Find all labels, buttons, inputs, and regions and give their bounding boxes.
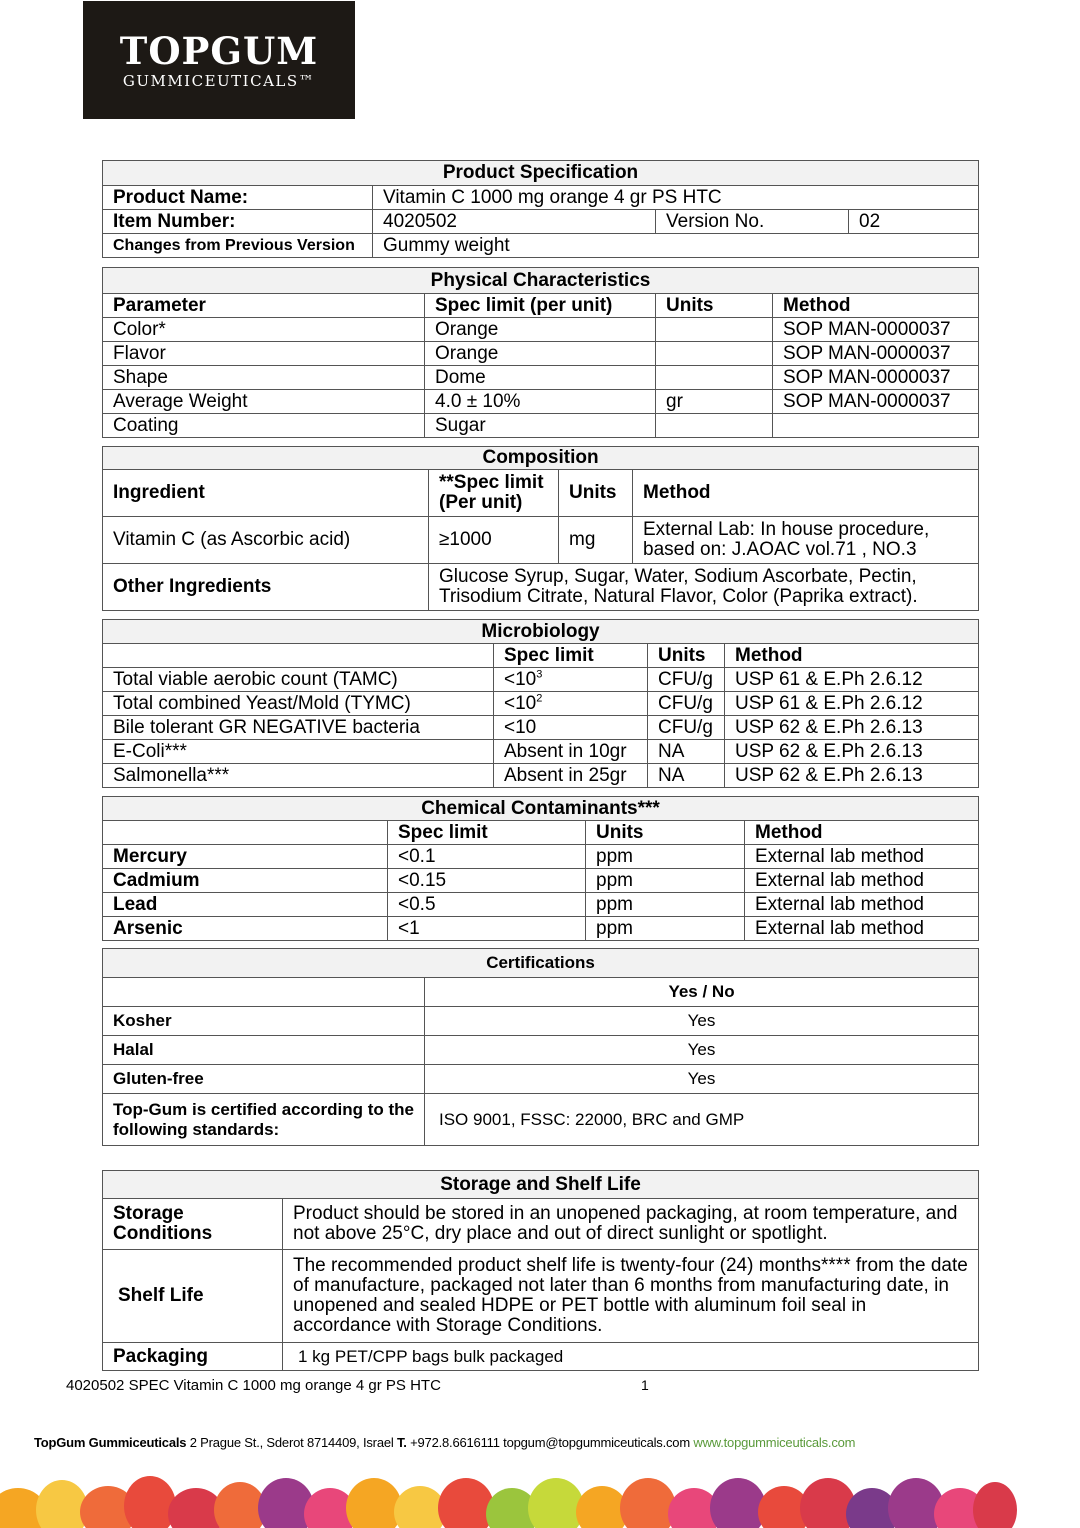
chem-header-units: Units [586, 821, 745, 845]
chem-method: External lab method [745, 869, 979, 893]
chem-spec: <0.1 [388, 845, 586, 869]
product-name-value: Vitamin C 1000 mg orange 4 gr PS HTC [373, 186, 979, 210]
micro-test-name: Salmonella*** [103, 764, 494, 788]
table-row [103, 517, 979, 564]
physical-parameter: Coating [103, 414, 425, 438]
topgum-logo [83, 1, 355, 119]
cert-name: Kosher [103, 1007, 425, 1036]
chem-element: Arsenic [103, 917, 388, 941]
micro-spec [494, 668, 648, 692]
table-row [103, 1007, 979, 1036]
physical-method: SOP MAN-0000037 [773, 342, 979, 366]
table-row [103, 1199, 979, 1250]
physical-header-parameter: Parameter [103, 294, 425, 318]
storage-conditions-value: Product should be stored in an unopened packaging, at room temperature, and not above 25°C, dry place and out of direct sunlight or spotlight. [283, 1199, 979, 1250]
packaging-label: Packaging [103, 1343, 283, 1371]
table-row [103, 318, 979, 342]
micro-units: CFU/g [648, 716, 725, 740]
product-spec-table [102, 160, 979, 258]
micro-spec [494, 692, 648, 716]
composition-title: Composition [103, 447, 979, 470]
composition-header-method: Method [633, 470, 979, 517]
company-address: 2 Prague St., Sderot 8714409, Israel [189, 1435, 394, 1450]
composition-method: External Lab: In house procedure, based on: J.AOAC vol.71 , NO.3 [633, 517, 979, 564]
composition-header-units: Units [559, 470, 633, 517]
micro-method: USP 61 & E.Ph 2.6.12 [725, 668, 979, 692]
chem-method: External lab method [745, 845, 979, 869]
logo-wordmark: TOPGUM [119, 29, 319, 73]
decorative-gummy-border [0, 1468, 1080, 1528]
document-reference: 4020502 SPEC Vitamin C 1000 mg orange 4 gr PS HTC [66, 1377, 441, 1394]
micro-method: USP 62 & E.Ph 2.6.13 [725, 764, 979, 788]
chem-units: ppm [586, 917, 745, 941]
changes-label: Changes from Previous Version [103, 234, 373, 258]
composition-table [102, 446, 979, 611]
certifications-table [102, 948, 979, 1146]
chem-units: ppm [586, 845, 745, 869]
chem-element: Cadmium [103, 869, 388, 893]
cert-header-yes-no: Yes / No [425, 978, 979, 1007]
other-ingredients-label: Other Ingredients [103, 564, 429, 611]
physical-spec: Dome [425, 366, 656, 390]
composition-units: mg [559, 517, 633, 564]
table-row [103, 740, 979, 764]
table-row [103, 1250, 979, 1343]
cert-header-empty [103, 978, 425, 1007]
item-number-label: Item Number: [103, 210, 373, 234]
physical-units [656, 318, 773, 342]
version-value: 02 [849, 210, 979, 234]
storage-table [102, 1170, 979, 1371]
chemical-table [102, 796, 979, 941]
microbiology-title: Microbiology [103, 620, 979, 644]
micro-spec-base: Absent in 25gr [504, 764, 627, 786]
micro-test-name: Bile tolerant GR NEGATIVE bacteria [103, 716, 494, 740]
physical-parameter: Flavor [103, 342, 425, 366]
composition-ingredient: Vitamin C (as Ascorbic acid) [103, 517, 429, 564]
micro-spec-base: <10 [504, 716, 537, 738]
physical-spec: Orange [425, 318, 656, 342]
chem-header-empty [103, 821, 388, 845]
physical-table [102, 267, 979, 438]
chem-header-method: Method [745, 821, 979, 845]
product-spec-title: Product Specification [103, 161, 979, 186]
physical-method: SOP MAN-0000037 [773, 318, 979, 342]
micro-spec-base: Absent in 10gr [504, 740, 627, 762]
cert-name: Gluten-free [103, 1065, 425, 1094]
micro-units: CFU/g [648, 668, 725, 692]
chem-element: Mercury [103, 845, 388, 869]
packaging-value: 1 kg PET/CPP bags bulk packaged [283, 1343, 979, 1371]
microbiology-table [102, 619, 979, 788]
certifications-title: Certifications [103, 949, 979, 978]
physical-method: SOP MAN-0000037 [773, 366, 979, 390]
micro-spec-exponent: 2 [536, 692, 543, 705]
standards-value: ISO 9001, FSSC: 22000, BRC and GMP [425, 1094, 979, 1146]
cert-status: Yes [425, 1007, 979, 1036]
table-row [103, 390, 979, 414]
company-contact-line [34, 1435, 855, 1450]
table-row [103, 668, 979, 692]
table-row [103, 764, 979, 788]
physical-units [656, 342, 773, 366]
physical-method: SOP MAN-0000037 [773, 390, 979, 414]
composition-spec: ≥1000 [429, 517, 559, 564]
table-row [103, 366, 979, 390]
table-row [103, 1036, 979, 1065]
micro-test-name: E-Coli*** [103, 740, 494, 764]
page-number: 1 [641, 1377, 649, 1393]
chem-element: Lead [103, 893, 388, 917]
physical-parameter: Color* [103, 318, 425, 342]
table-row [103, 1094, 979, 1146]
micro-header-method: Method [725, 644, 979, 668]
micro-spec [494, 716, 648, 740]
micro-method: USP 61 & E.Ph 2.6.12 [725, 692, 979, 716]
physical-header-method: Method [773, 294, 979, 318]
company-name: TopGum Gummiceuticals [34, 1435, 187, 1450]
physical-spec: 4.0 ± 10% [425, 390, 656, 414]
chem-method: External lab method [745, 917, 979, 941]
cert-status: Yes [425, 1065, 979, 1094]
chem-units: ppm [586, 869, 745, 893]
storage-conditions-label: Storage Conditions [103, 1199, 283, 1250]
composition-header-spec: **Spec limit (Per unit) [429, 470, 559, 517]
cert-name: Halal [103, 1036, 425, 1065]
chem-units: ppm [586, 893, 745, 917]
standards-label: Top-Gum is certified according to the following standards: [103, 1094, 425, 1146]
chem-header-spec: Spec limit [388, 821, 586, 845]
company-phone[interactable]: +972.8.6616111 [410, 1435, 500, 1450]
micro-units: NA [648, 764, 725, 788]
storage-title: Storage and Shelf Life [103, 1171, 979, 1199]
micro-header-units: Units [648, 644, 725, 668]
table-row [103, 869, 979, 893]
micro-units: NA [648, 740, 725, 764]
physical-parameter: Shape [103, 366, 425, 390]
physical-spec: Sugar [425, 414, 656, 438]
tel-label: T. [396, 1435, 407, 1450]
product-name-label: Product Name: [103, 186, 373, 210]
other-ingredients-value: Glucose Syrup, Sugar, Water, Sodium Ascorbate, Pectin, Trisodium Citrate, Natural Flavor, Color (Paprika extract). [429, 564, 979, 611]
table-row [103, 917, 979, 941]
micro-units: CFU/g [648, 692, 725, 716]
table-row [103, 1343, 979, 1371]
micro-test-name: Total combined Yeast/Mold (TYMC) [103, 692, 494, 716]
table-row [103, 414, 979, 438]
table-row [103, 564, 979, 611]
company-email[interactable]: topgum@topgummiceuticals.com [503, 1435, 690, 1450]
micro-header-spec: Spec limit [494, 644, 648, 668]
physical-units [656, 414, 773, 438]
composition-header-ingredient: Ingredient [103, 470, 429, 517]
company-website[interactable]: www.topgummiceuticals.com [693, 1435, 856, 1450]
table-row [103, 716, 979, 740]
micro-spec-base: <10 [504, 668, 537, 690]
micro-spec [494, 740, 648, 764]
micro-spec-base: <10 [504, 692, 537, 714]
shelf-life-label: Shelf Life [103, 1250, 283, 1343]
chem-spec: <0.5 [388, 893, 586, 917]
micro-spec-exponent: 3 [536, 668, 543, 681]
cert-status: Yes [425, 1036, 979, 1065]
table-row [103, 893, 979, 917]
table-row [103, 845, 979, 869]
chem-spec: <0.15 [388, 869, 586, 893]
shelf-life-value: The recommended product shelf life is twenty-four (24) months**** from the date of manufacture, packaged not later than 6 months from manufacturing date, in unopened and sealed HDPE or PET bottle with aluminum foil seal in accordance with Storage Conditions. [283, 1250, 979, 1343]
logo-subtitle: GUMMICEUTICALS™ [122, 72, 316, 90]
physical-method [773, 414, 979, 438]
table-row [103, 1065, 979, 1094]
physical-parameter: Average Weight [103, 390, 425, 414]
chem-spec: <1 [388, 917, 586, 941]
micro-header-empty [103, 644, 494, 668]
physical-units: gr [656, 390, 773, 414]
changes-value: Gummy weight [373, 234, 979, 258]
physical-header-units: Units [656, 294, 773, 318]
table-row [103, 342, 979, 366]
micro-method: USP 62 & E.Ph 2.6.13 [725, 740, 979, 764]
chemical-title: Chemical Contaminants*** [103, 797, 979, 821]
micro-method: USP 62 & E.Ph 2.6.13 [725, 716, 979, 740]
item-number-value: 4020502 [373, 210, 656, 234]
chem-method: External lab method [745, 893, 979, 917]
table-row [103, 692, 979, 716]
micro-test-name: Total viable aerobic count (TAMC) [103, 668, 494, 692]
physical-units [656, 366, 773, 390]
physical-title: Physical Characteristics [103, 268, 979, 294]
micro-spec [494, 764, 648, 788]
version-label: Version No. [656, 210, 849, 234]
physical-header-spec: Spec limit (per unit) [425, 294, 656, 318]
physical-spec: Orange [425, 342, 656, 366]
